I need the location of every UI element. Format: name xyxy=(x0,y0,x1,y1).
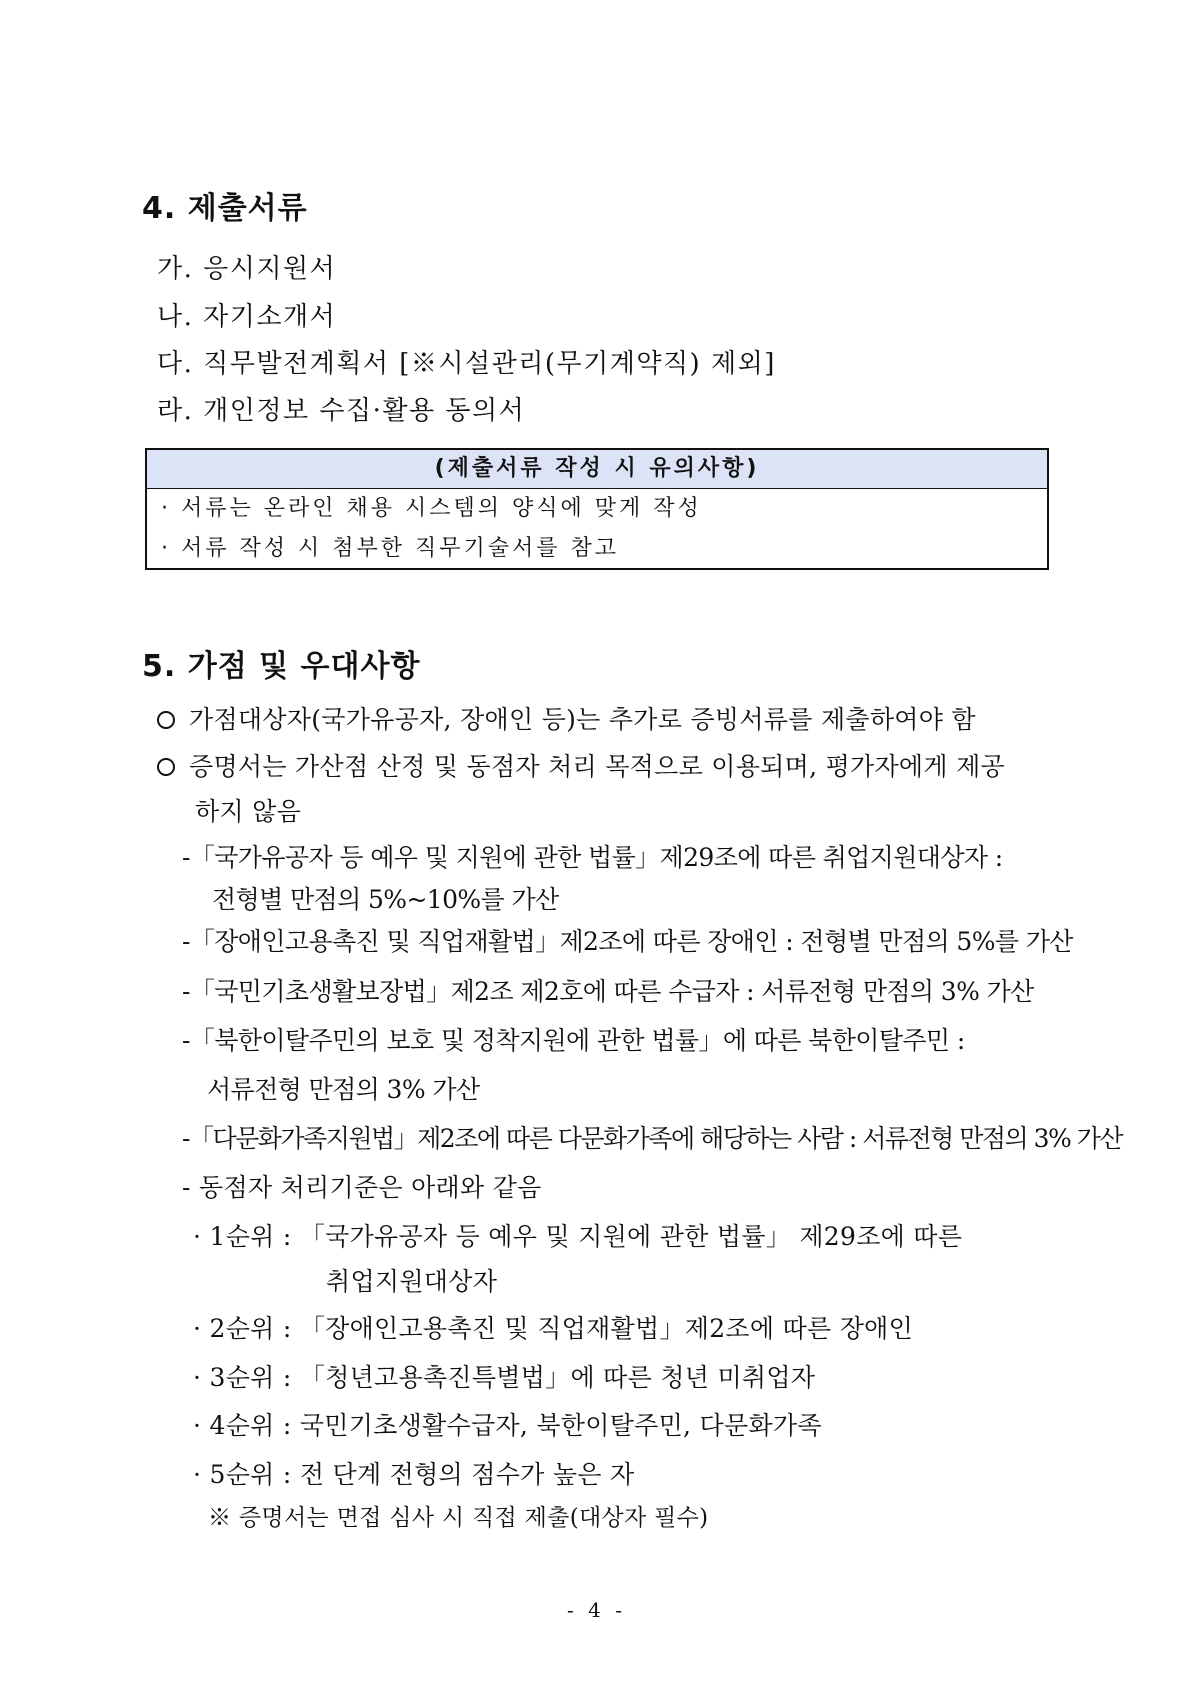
bullet-1 xyxy=(157,700,976,736)
rank-1-cont: 취업지원대상자 xyxy=(326,1267,498,1296)
sub-item-3: -「국민기초생활보장법」제2조 제2호에 따른 수급자 : 서류전형 만점의 3% 가산 xyxy=(182,977,1034,1006)
rank-5: · 5순위 : 전 단계 전형의 점수가 높은 자 xyxy=(193,1460,635,1489)
sub-item-1: -「국가유공자 등 예우 및 지원에 관한 법률」제29조에 따른 취업지원대상자 : xyxy=(182,843,1003,872)
note-line-1: · 서류는 온라인 채용 시스템의 양식에 맞게 작성 xyxy=(161,496,702,521)
sub-item-2: -「장애인고용촉진 및 직업재활법」제2조에 따른 장애인 : 전형별 만점의 5%를 가산 xyxy=(182,927,1073,956)
sub-item-5: -「다문화가족지원법」제2조에 따른 다문화가족에 해당하는 사람 : 서류전형 만점의 3% 가산 xyxy=(182,1124,1123,1153)
bullet-1-text: 가점대상자(국가유공자, 장애인 등)는 추가로 증빙서류를 제출하여야 함 xyxy=(189,705,976,734)
bullet-2-text: 증명서는 가산점 산정 및 동점자 처리 목적으로 이용되며, 평가자에게 제공 xyxy=(189,752,1005,781)
rank-4: · 4순위 : 국민기초생활수급자, 북한이탈주민, 다문화가족 xyxy=(193,1411,822,1440)
rank-2: · 2순위 : 「장애인고용촉진 및 직업재활법」제2조에 따른 장애인 xyxy=(193,1314,914,1343)
section4-item-2: 나. 자기소개서 xyxy=(157,302,337,332)
section4-item-4: 라. 개인정보 수집·활용 동의서 xyxy=(157,396,526,426)
circle-bullet-icon xyxy=(157,711,175,729)
rank-1: · 1순위 : 「국가유공자 등 예우 및 지원에 관한 법률」 제29조에 따른 xyxy=(193,1222,963,1251)
bullet-2 xyxy=(157,747,1005,783)
sub-item-4-cont: 서류전형 만점의 3% 가산 xyxy=(207,1075,480,1104)
section5-title: 5. 가점 및 우대사항 xyxy=(142,649,421,684)
page-number: - 4 - xyxy=(567,1598,626,1622)
section4-item-1: 가. 응시지원서 xyxy=(157,254,337,284)
circle-bullet-icon xyxy=(157,758,175,776)
footnote: ※ 증명서는 면접 심사 시 직접 제출(대상자 필수) xyxy=(208,1505,709,1531)
sub-item-4: -「북한이탈주민의 보호 및 정착지원에 관한 법률」에 따른 북한이탈주민 : xyxy=(182,1026,965,1055)
sub-item-1-cont: 전형별 만점의 5%~10%를 가산 xyxy=(212,885,559,914)
section4-title: 4. 제출서류 xyxy=(142,191,308,226)
sub-item-6: - 동점자 처리기준은 아래와 같음 xyxy=(182,1173,542,1202)
note-title: (제출서류 작성 시 유의사항) xyxy=(147,450,1047,489)
rank-3: · 3순위 : 「청년고용촉진특별법」에 따른 청년 미취업자 xyxy=(193,1363,816,1392)
bullet-2-cont: 하지 않음 xyxy=(195,797,302,826)
note-box xyxy=(145,448,1049,570)
note-line-2: · 서류 작성 시 첨부한 직무기술서를 참고 xyxy=(161,536,619,561)
section4-item-3: 다. 직무발전계획서 [※시설관리(무기계약직) 제외] xyxy=(157,349,776,379)
